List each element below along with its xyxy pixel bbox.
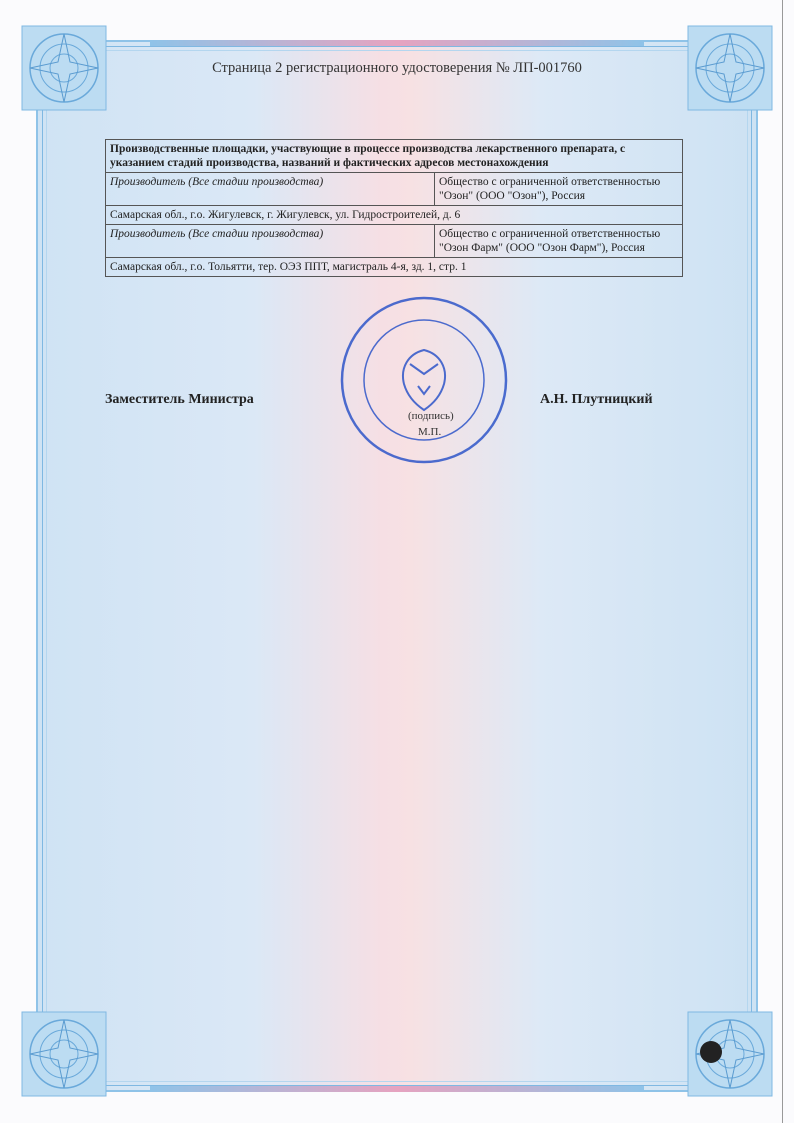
signatory-name: А.Н. Плутницкий <box>540 392 653 407</box>
producer-address: Самарская обл., г.о. Тольятти, тер. ОЭЗ ППТ, магистраль 4-я, зд. 1, стр. 1 <box>106 258 683 277</box>
signature-caption: (подпись) <box>408 410 454 422</box>
table-header: Производственные площадки, участвующие в процессе производства лекарственного препарата, с указанием стадий производства, названий и фактических адресов местонахождения <box>106 140 683 173</box>
corner-rosette-icon <box>18 1008 110 1100</box>
stamp-place-label: М.П. <box>418 426 442 438</box>
scan-edge <box>782 0 783 1123</box>
table-row <box>106 173 683 206</box>
producer-organization: Общество с ограниченной ответственностью "Озон Фарм" (ООО "Озон Фарм"), Россия <box>435 225 683 258</box>
official-seal-icon <box>338 294 510 466</box>
manufacturing-sites-table <box>105 139 683 277</box>
producer-address: Самарская обл., г.о. Жигулевск, г. Жигулевск, ул. Гидростроителей, д. 6 <box>106 206 683 225</box>
table-row <box>106 206 683 225</box>
frame-top-band <box>150 40 644 46</box>
page-title: Страница 2 регистрационного удостоверения № ЛП-001760 <box>212 60 582 76</box>
producer-organization: Общество с ограниченной ответственностью "Озон" (ООО "Озон"), Россия <box>435 173 683 206</box>
corner-rosette-icon <box>684 1008 776 1100</box>
producer-role: Производитель (Все стадии производства) <box>106 225 435 258</box>
table-header-row <box>106 140 683 173</box>
punch-hole <box>700 1041 722 1063</box>
signatory-position: Заместитель Министра <box>105 392 254 407</box>
producer-role: Производитель (Все стадии производства) <box>106 173 435 206</box>
table-row <box>106 225 683 258</box>
frame-bottom-band <box>150 1086 644 1092</box>
table-row <box>106 258 683 277</box>
